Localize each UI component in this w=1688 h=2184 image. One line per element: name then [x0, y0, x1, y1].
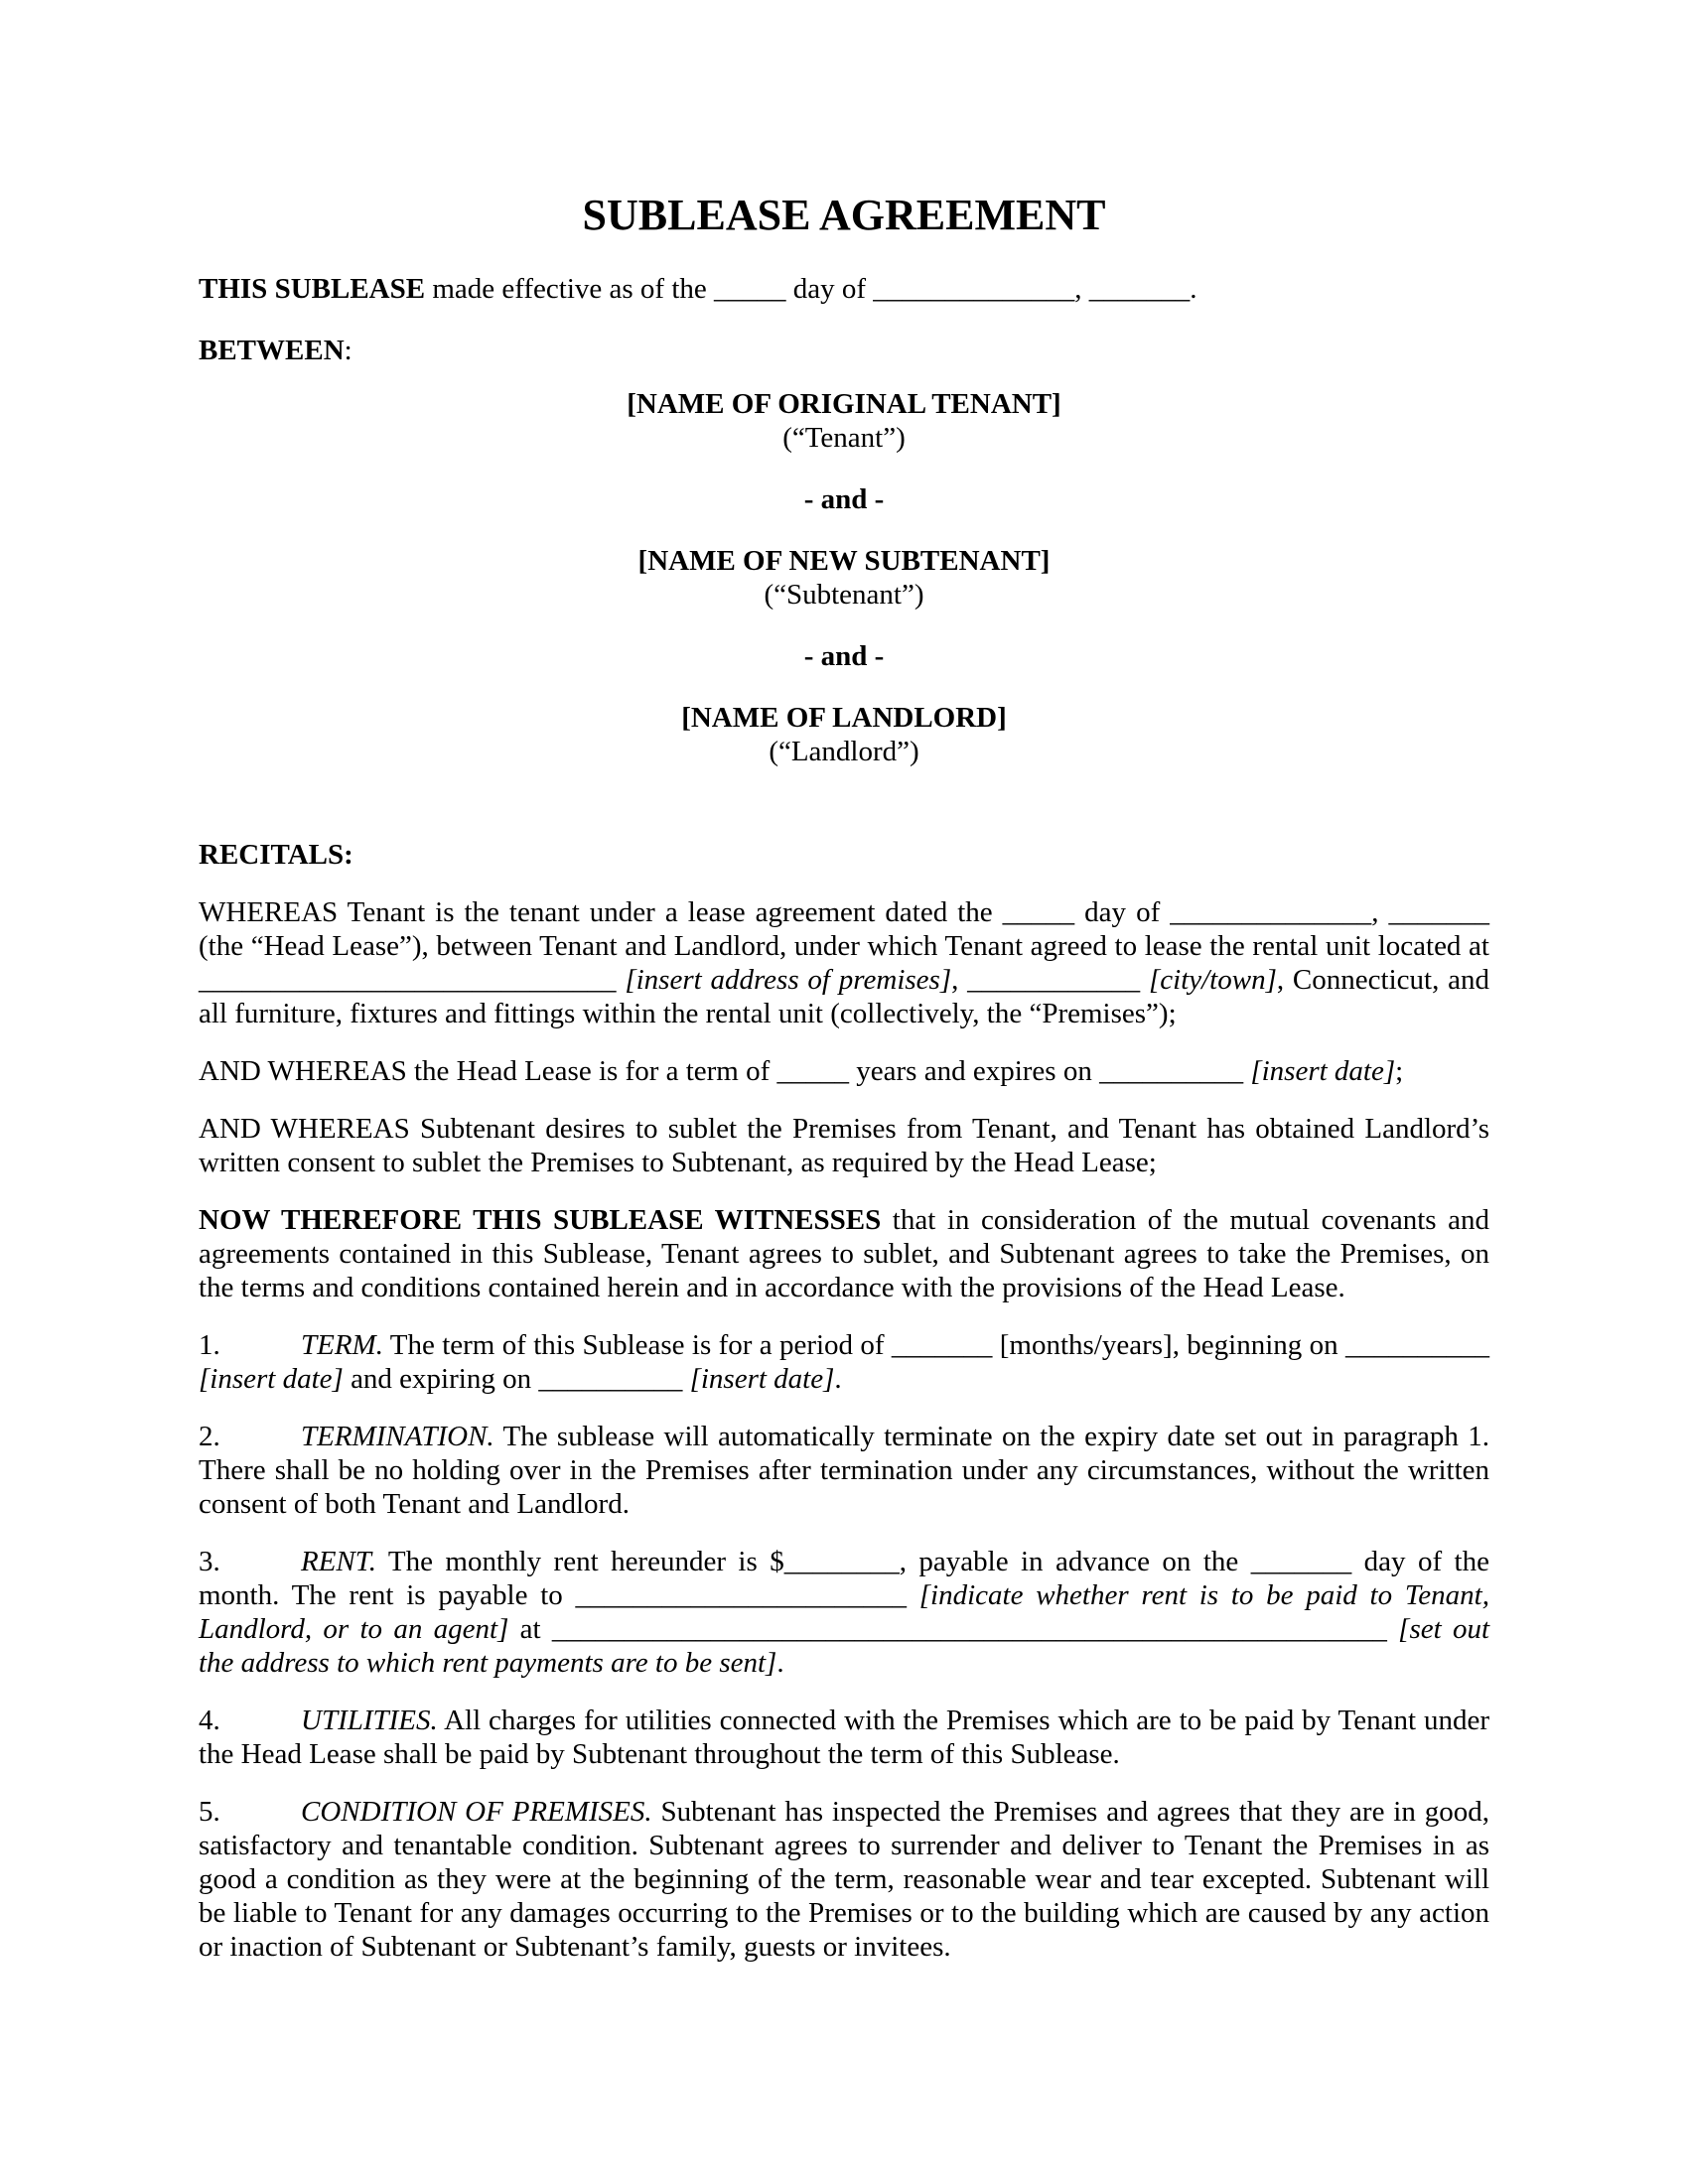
text-segment: , ____________ — [951, 964, 1149, 996]
text-segment: AND WHEREAS Subtenant desires to sublet the Premises from Tenant, and Tenant has obtained Landlord’s written consent to sublet the Premises to Subtenant, as required by the Head Lease; — [199, 1113, 1489, 1178]
parties-section — [199, 387, 1489, 768]
party-landlord — [199, 701, 1489, 768]
now-therefore-paragraph — [199, 1203, 1489, 1304]
text-segment: , Connecticut, and all furniture, fixtures and fittings within the rental unit (collectively, the “Premises”); — [199, 964, 1489, 1029]
text-segment: [city/town] — [1148, 964, 1277, 996]
text-segment: [set out the address to which rent payments are to be sent] — [199, 1613, 1490, 1679]
text-segment: made effective as of the _____ day of ______________, _______. — [425, 273, 1197, 305]
text-segment: The monthly rent hereunder is $________, payable in advance on the _______ day of the month. The rent is payable to _______________________ — [199, 1546, 1489, 1611]
party-alias: (“Tenant”) — [782, 422, 906, 454]
text-segment: that in consideration of the mutual covenants and agreements contained in this Sublease, Tenant agrees to sublet, and Subtenant agrees to take the Premises, on the terms and conditions contained herein and in accordance with the provisions of the Head Lease. — [199, 1204, 1489, 1303]
text-segment: : — [344, 335, 352, 366]
clause-rent — [199, 1545, 1489, 1680]
party-name: [NAME OF LANDLORD] — [681, 702, 1007, 734]
text-segment: [insert date] — [199, 1363, 344, 1395]
clause-number: 1. — [199, 1329, 220, 1361]
text-segment: TERMINATION. — [301, 1421, 494, 1452]
and-separator: - and - — [803, 640, 885, 672]
between-label — [199, 334, 1489, 367]
recital-whereas-lease — [199, 895, 1489, 1030]
text-segment: The sublease will automatically terminate on the expiry date set out in paragraph 1. There shall be no holding over in the Premises after termination under any circumstances, without the written consent of both Tenant and Landlord. — [199, 1421, 1489, 1520]
text-segment: UTILITIES. — [301, 1705, 438, 1736]
clause-utilities — [199, 1704, 1489, 1771]
text-segment: WHEREAS Tenant is the tenant under a lease agreement dated the _____ day of ______________, _______ (the “Head Lease”), between Tenant and Landlord, under which Tenant agreed to lease the rental unit located at _____________________________ — [199, 896, 1489, 996]
text-segment: ; — [1395, 1055, 1404, 1087]
text-segment: All charges for utilities connected with the Premises which are to be paid by Tenant under the Head Lease shall be paid by Subtenant throughout the term of this Sublease. — [199, 1705, 1489, 1770]
clause-condition-of-premises — [199, 1795, 1489, 1964]
text-segment: Subtenant has inspected the Premises and agrees that they are in good, satisfactory and tenantable condition. Subtenant agrees to surrender and deliver to Tenant the Premises in as good a condition as they were at the beginning of the term, reasonable wear and tear excepted. Subtenant will be liable to Tenant for any damages occurring to the Premises or to the building which are caused by any action or inaction of Subtenant or Subtenant’s family, guests or invitees. — [199, 1796, 1489, 1963]
text-segment: THIS SUBLEASE — [199, 273, 426, 305]
document-title: SUBLEASE AGREEMENT — [582, 191, 1106, 239]
text-segment: and expiring on __________ — [343, 1363, 690, 1395]
text-segment: NOW THEREFORE THIS SUBLEASE WITNESSES — [199, 1204, 882, 1236]
recital-whereas-consent — [199, 1112, 1489, 1179]
text-segment: CONDITION OF PREMISES. — [301, 1796, 652, 1828]
text-segment: [insert address of premises] — [625, 964, 952, 996]
text-segment: [insert date] — [1250, 1055, 1396, 1087]
text-segment: The term of this Sublease is for a period of _______ [months/years], beginning on __________ — [382, 1329, 1489, 1361]
clause-number: 3. — [199, 1546, 220, 1577]
text-segment: TERM. — [301, 1329, 383, 1361]
clause-number: 2. — [199, 1421, 220, 1452]
text-segment: at __________________________________________________________ — [508, 1613, 1399, 1645]
clause-term — [199, 1328, 1489, 1396]
text-segment: [indicate whether rent is to be paid to Tenant, Landlord, or to an agent] — [199, 1579, 1489, 1645]
and-separator: - and - — [803, 483, 885, 515]
text-segment: . — [776, 1647, 784, 1679]
text-segment: [insert date] — [689, 1363, 835, 1395]
text-segment: . — [834, 1363, 842, 1395]
text-segment: BETWEEN — [199, 335, 345, 366]
clause-number: 4. — [199, 1705, 220, 1736]
party-alias: (“Landlord”) — [769, 736, 919, 767]
clause-number: 5. — [199, 1796, 220, 1828]
text-segment: AND WHEREAS the Head Lease is for a term of _____ years and expires on __________ — [199, 1055, 1251, 1087]
recital-whereas-term — [199, 1054, 1489, 1088]
party-name: [NAME OF NEW SUBTENANT] — [637, 545, 1051, 577]
party-name: [NAME OF ORIGINAL TENANT] — [627, 388, 1061, 420]
text-segment: RENT. — [301, 1546, 376, 1577]
recitals-heading: RECITALS: — [199, 839, 353, 871]
party-original-tenant — [199, 387, 1489, 455]
intro-paragraph — [199, 272, 1489, 306]
party-alias: (“Subtenant”) — [764, 579, 924, 611]
party-new-subtenant — [199, 544, 1489, 612]
clause-termination — [199, 1420, 1489, 1521]
